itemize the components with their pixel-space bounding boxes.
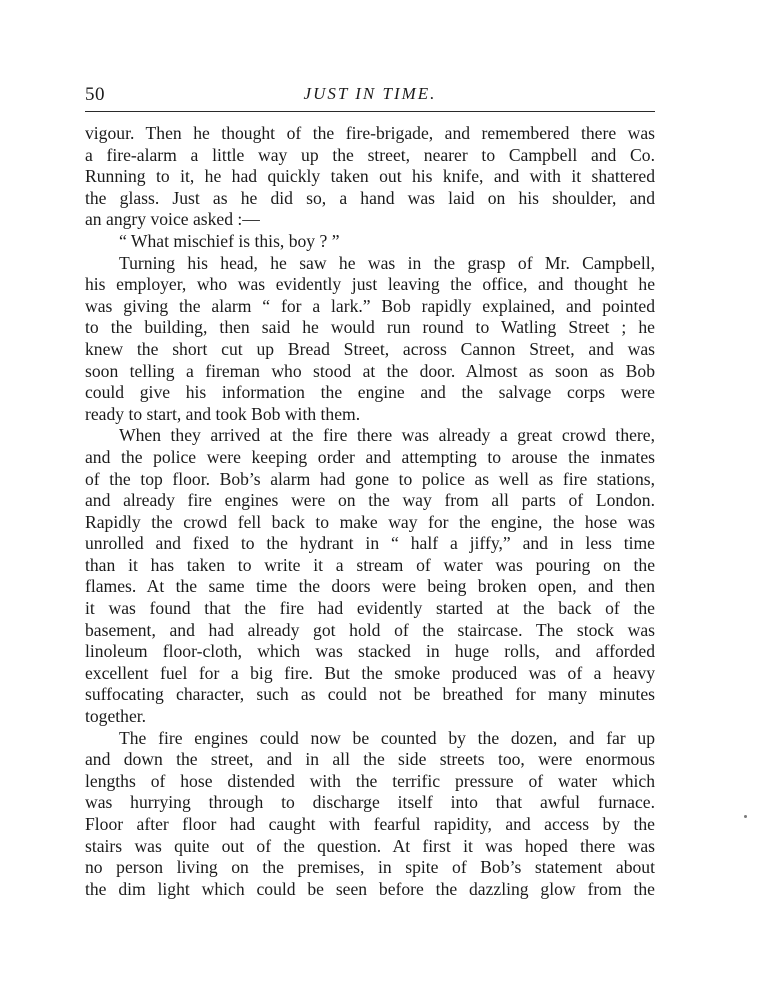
- body-text: [85, 123, 655, 900]
- header-rule: [85, 111, 655, 112]
- text-line: When they arrived at the fire there was already a great crowd there,: [119, 425, 655, 446]
- text-line: knew the short cut up Bread Street, across Cannon Street, and was: [85, 338, 655, 359]
- paper-speck: [744, 815, 747, 818]
- text-line: lengths of hose distended with the terrific pressure of water which: [85, 770, 655, 791]
- text-line: and already fire engines were on the way from all parts of London.: [85, 490, 655, 511]
- text-line: Floor after floor had caught with fearful rapidity, and access by the: [85, 814, 655, 834]
- text-line: a fire-alarm a little way up the street, nearer to Campbell and Co.: [85, 144, 655, 165]
- text-line: excellent fuel for a big fire. But the smoke produced was of a heavy: [85, 662, 655, 683]
- text-line: to the building, then said he would run round to Watling Street ; he: [85, 317, 655, 338]
- text-line: linoleum floor-cloth, which was stacked in huge rolls, and afforded: [85, 641, 655, 662]
- text-line: together.: [85, 706, 147, 727]
- text-line: The fire engines could now be counted by the dozen, and far up: [119, 727, 655, 748]
- text-line: ready to start, and took Bob with them.: [85, 403, 361, 424]
- text-line: the dim light which could be seen before the dazzling glow from the: [85, 878, 655, 899]
- running-title: JUST IN TIME.: [303, 84, 437, 103]
- text-line: than it has taken to write it a stream of water was pouring on the: [85, 554, 655, 575]
- page-number: 50: [85, 84, 105, 105]
- text-line: no person living on the premises, in spite of Bob’s statement about: [85, 857, 655, 878]
- text-line: Rapidly the crowd fell back to make way for the engine, the hose was: [85, 511, 655, 532]
- text-line: was giving the alarm “ for a lark.” Bob rapidly explained, and pointed: [85, 295, 655, 316]
- text-line: could give his information the engine and the salvage corps were: [85, 382, 655, 403]
- text-line: unrolled and fixed to the hydrant in “ half a jiffy,” and in less time: [85, 533, 655, 554]
- page-header: [85, 84, 655, 108]
- text-line: “ What mischief is this, boy ? ”: [119, 230, 340, 251]
- text-line: soon telling a fireman who stood at the door. Almost as soon as Bob: [85, 360, 655, 381]
- text-line: and down the street, and in all the side streets too, were enormous: [85, 749, 655, 770]
- text-line: Turning his head, he saw he was in the grasp of Mr. Campbell,: [119, 252, 655, 273]
- text-line: was hurrying through to discharge itself into that awful furnace.: [85, 792, 655, 813]
- text-line: flames. At the same time the doors were being broken open, and then: [85, 576, 655, 597]
- text-line: his employer, who was evidently just leaving the office, and thought he: [85, 274, 655, 295]
- text-line: Running to it, he had quickly taken out his knife, and with it shattered: [85, 166, 655, 187]
- text-line: and the police were keeping order and attempting to arouse the inmates: [85, 446, 655, 467]
- text-line: an angry voice asked :—: [85, 209, 260, 230]
- text-line: vigour. Then he thought of the fire-brigade, and remembered there was: [85, 123, 655, 143]
- text-line: suffocating character, such as could not be breathed for many minutes: [85, 684, 655, 705]
- text-line: the glass. Just as he did so, a hand was laid on his shoulder, and: [85, 187, 655, 208]
- text-line: of the top floor. Bob’s alarm had gone to police as well as fire stations,: [85, 468, 655, 489]
- text-line: it was found that the fire had evidently started at the back of the: [85, 598, 655, 619]
- text-line: stairs was quite out of the question. At first it was hoped there was: [85, 835, 655, 856]
- text-line: basement, and had already got hold of the staircase. The stock was: [85, 619, 655, 640]
